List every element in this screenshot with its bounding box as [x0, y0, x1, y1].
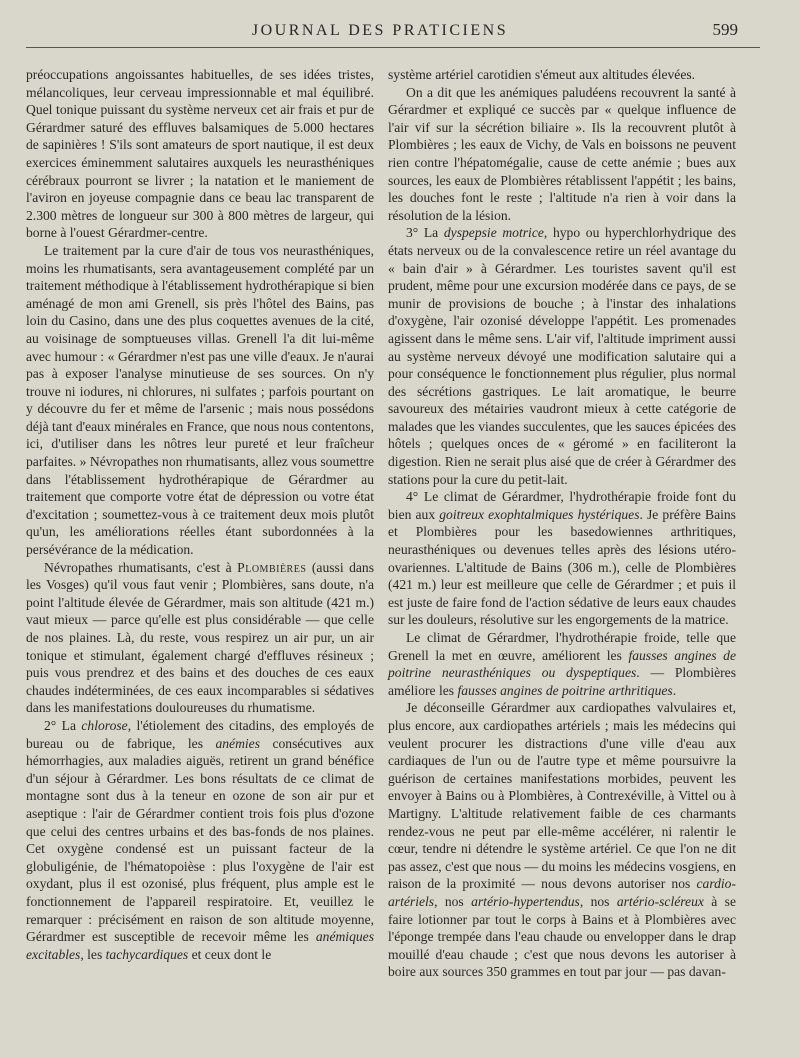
- text-run: , nos: [434, 893, 472, 909]
- text-run: Je déconseille Gérardmer aux cardiopathes valvulaires et, plus encore, aux cardiopathes artériels ; mais les médecins qui veulent procurer les distractions d'une ville d'eau aux cardiaques de l'un ou de l'autre type et même poursuivre la guérison de certaines manifestations morbides, peuvent les envoyer à Bains ou à Plombières, à Contrexéville, à Vittel ou à Martigny. L'altitude relativement faible de ces charmants rendez-vous ne peut par elle-même accélérer, ni ralentir le cœur, tendre ni détendre le système artériel. Ce que l'on ne dit pas assez, c'est que nous — du moins les médecins vosgiens, en raison de la proximité — nous devons autoriser nos: [388, 700, 736, 892]
- text-run: à se faire lotionner par tout le corps à Bains et à Plombières avec l'éponge trempée dans l'eau chaude ou envelopper dans le drap mouillé d'eau chaude ; c'est que nous devons les autoriser à boire aux sources 350 grammes en tout par jour — pas davan-: [388, 893, 736, 980]
- text-run: . Je préfère Bains et Plombières pour les basedowiennes arthritiques, neurasthéniques ou devenues telles après des lésions utéro-ovariennes. L'altitude de Bains (306 m.), celle de Plombières (421 m.) leur est meilleure que celle de Gérardmer ; et puis il est juste de faire fond de l'action sédative de leurs eaux chaudes sur les douleurs, résolutive sur les engorgements de la matrice.: [388, 506, 736, 628]
- paragraph: [388, 84, 736, 225]
- text-run: préoccupations angoissantes habituelles, de ses idées tristes, mélancoliques, leur cerveau impressionnable et mal équilibré. Quel tonique puissant du système nerveux cet air frais et pur de Gérardmer saturé des effluves balsamiques de 5.000 hectares de sapinières ! S'ils sont amateurs de sport nautique, il est deux exercices éminemment salutaires auxquels les neurasthéniques cérébraux pourront se livrer ; la natation et le maniement de l'aviron en joyeuse compagnie dans ce beau lac transparent de 2.300 mètres de longueur sur 300 à 800 mètres de largeur, qui borne à l'ouest Gérardmer-centre.: [26, 67, 374, 241]
- smallcaps-run: Plombières: [237, 559, 307, 575]
- paragraph: [26, 66, 374, 242]
- running-title: JOURNAL DES PRATICIENS: [251, 22, 509, 39]
- paragraph: [388, 224, 736, 488]
- text-run: Le climat de Gérardmer, l'hydrothérapie froide, telle que Grenell la met en œuvre, améliorent les: [388, 630, 736, 663]
- left-column: [26, 66, 374, 963]
- text-run: , hypo ou hyperchlorhydrique des états nerveux ou de la convalescence retire un réel avantage du « bain d'air » à Gérardmer. Les touristes savent qu'il est prudent, même pour une excursion modérée dans ce pays, de se munir de provisions de bouche ; à l'instar des inhalations d'oxygène, l'air ozonisé développe l'appétit. Les promenades agissent dans le même sens. L'air vif, l'altitude impriment aussi au système nerveux dévoyé une modification salutaire qui a pour conséquence le fonctionnement plus régulier, plus normal des sécrétions gastriques. Le lait aromatique, le beurre savoureux des métairies vaudront mieux à cette catégorie de malades que les viandes succulentes, que les sauces épicées des hôtels ; quelques onces de « géromé » en faciliteront la digestion. Rien ne serait plus aisé que de créer à Gérardmer des stations pour la cure du petit-lait.: [388, 225, 736, 487]
- italic-run: cardio-artériels: [388, 876, 736, 909]
- paragraph: [26, 717, 374, 963]
- text-run: consécutives aux hémorrhagies, aux maladies aiguës, retirent un grand bénéfice d'un séjour à Gérardmer. Les bons résultats de ce climat de montagne sont dus à la teneur en ozone de son air pur et aseptique : l'air de Gérardmer contient trois fois plus d'ozone que celui des centres urbains et des bas-fonds de nos plaines. Cet oxygène condensé est un puissant facteur de la globuligénie, de l'hématopoièse : plus l'oxygène de l'air est oxydant, plus il est ozonisé, plus fréquent, plus ample est le fonctionnement de l'appareil respiratoire. Et, veuillez le remarquer : précisément en raison de son altitude moyenne, Gérardmer est susceptible de recevoir même les: [26, 735, 374, 945]
- paragraph: [388, 66, 736, 84]
- text-run: , l'étiolement des citadins, des employés de bureau ou de fabrique, les: [26, 717, 374, 751]
- text-run: Névropathes rhumatisants, c'est à: [44, 559, 238, 575]
- italic-run: chlorose: [81, 717, 128, 733]
- page-number: 599: [712, 20, 738, 39]
- italic-run: artério-scléreux: [616, 893, 704, 909]
- italic-run: goitreux exophtalmiques hystériques: [439, 506, 640, 522]
- paragraph: [26, 242, 374, 559]
- italic-run: fausses angines de poitrine neurasthéniques ou dyspeptiques: [388, 647, 736, 681]
- text-run: 4° Le climat de Gérardmer, l'hydrothérapie froide font du bien aux: [388, 489, 736, 522]
- italic-run: anémiques excitables: [26, 929, 374, 962]
- text-run: système artériel carotidien s'émeut aux altitudes élevées.: [388, 67, 696, 82]
- paragraph: [388, 699, 736, 981]
- text-run: . — Plombières améliore les: [388, 665, 736, 698]
- text-run: (aussi dans les Vosges) qu'il vous faut venir ; Plombières, sans doute, n'a point l'altitude élevée de Gérardmer, mais son altitude (421 m.) vaut mieux — parce qu'elle est plus considérable — que celle de nos plaines. Là, du reste, vous respirez un air pur, un air tonique et stimulant, également chargé d'effluves résineux ; puis vous prendrez et des bains et des douches de ces eaux chaudes indéterminées, de ces eaux incomparables si sédatives dans les manifestations douloureuses du rhumatisme.: [26, 559, 375, 716]
- text-run: .: [672, 682, 677, 698]
- header-rule: [26, 47, 760, 48]
- text-run: On a dit que les anémiques paludéens recouvrent la santé à Gérardmer et expliqué ce succès par « quelque influence de l'air vif sur la sécrétion biliaire ». Ils la recouvrent plutôt à Plombières ; les eaux de Vichy, de Vals en boissons ne peuvent rien contre l'hépatomégalie, cause de cette anémie ; bues aux sources, les eaux de Plombières rétablissent l'appétit ; les bains, les douches font le reste ; l'altitude n'a rien à voir dans la résolution de la lésion.: [388, 84, 736, 223]
- page-header: [0, 18, 800, 48]
- paragraph: [388, 629, 736, 699]
- text-run: , nos: [579, 893, 617, 909]
- text-run: et ceux dont le: [188, 946, 272, 962]
- italic-run: artério-hypertendus: [471, 893, 580, 909]
- text-run: Le traitement par la cure d'air de tous vos neurasthéniques, moins les rhumatisants, sera avantageusement complété par un traitement méthodique à l'établissement hydrothérapique si bien aménagé de mon ami Grenell, sis près l'hôtel des Bains, pas loin du Casino, dans une des plus coquettes avenues de la cité, au voisinage de somptueuses villas. Grenell l'a dit lui-même avec humour : « Gérardmer n'est pas une ville d'eaux. Je n'aurai pas à exposer l'analyse minutieuse de ses sources. On n'y trouve ni iodures, ni chlorures, ni sulfates ; parfois pourtant on y découvre du fer et même de l'arsenic ; mais nous possédons déjà tant d'eaux minérales en France, que nous nous contentons, ici, d'utiliser dans les nôtres leur pureté et leur fraîcheur parfaites. » Névropathes non rhumatisants, allez vous soumettre dans l'établissement hydrothérapique de Gérardmer au traitement que comporte votre état de dépression ou votre état d'excitation ; soumettez-vous à ce traitement deux mois plutôt qu'un, les améliorations réelles étant subordonnées à la persévérance de la médication.: [26, 242, 374, 558]
- right-column: [388, 66, 736, 981]
- italic-run: anémies: [215, 735, 260, 751]
- italic-run: dyspepsie motrice: [443, 225, 544, 241]
- text-run: 2° La: [44, 717, 82, 733]
- text-run: , les: [80, 946, 106, 962]
- text-run: 3° La: [406, 225, 444, 241]
- paragraph: [388, 488, 736, 629]
- italic-run: fausses angines de poitrine arthritiques: [457, 682, 673, 698]
- italic-run: tachycardiques: [105, 946, 189, 962]
- paragraph: [26, 559, 374, 717]
